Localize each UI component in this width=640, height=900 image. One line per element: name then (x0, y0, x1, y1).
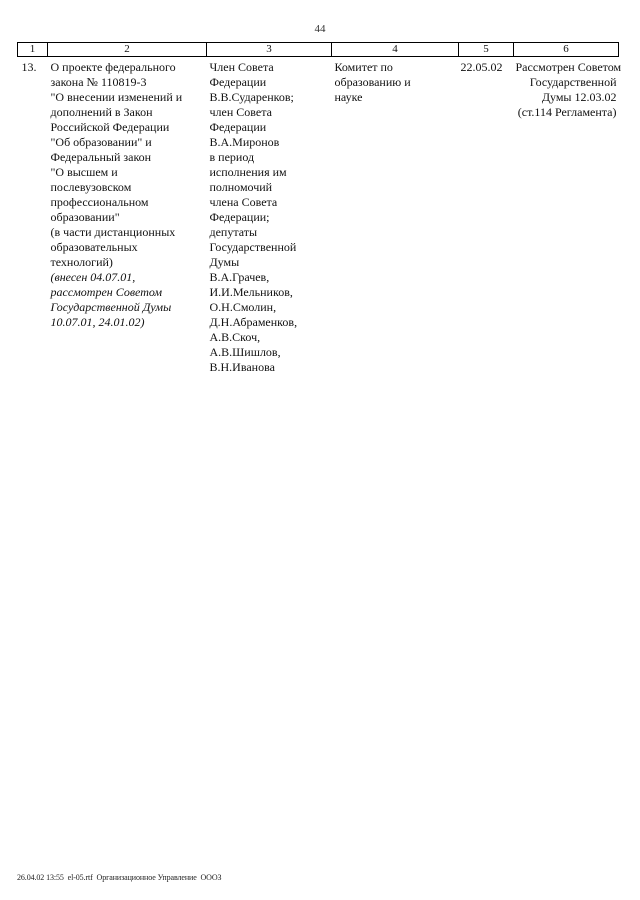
page-number: 44 (314, 23, 326, 35)
bill-title-line: (в части дистанционных (50, 225, 176, 239)
initiator-line: А.В.Шишлов, (209, 345, 281, 359)
initiator-line: депутаты (209, 225, 258, 239)
bill-title-line: "О внесении изменений и (50, 90, 183, 104)
status-line: Рассмотрен Советом (515, 60, 622, 74)
initiator-line: В.Н.Иванова (209, 360, 275, 374)
initiator-line: в период (209, 150, 255, 164)
submission-note-line: Государственной Думы (50, 300, 172, 314)
initiator-line: Федерации (209, 120, 267, 134)
initiator-line: Д.Н.Абраменков, (209, 315, 298, 329)
initiator-line: члена Совета (209, 195, 278, 209)
bill-title-line: образовании" (50, 210, 120, 224)
submission-note-line: (внесен 04.07.01, (50, 270, 136, 284)
initiator-line: В.А.Грачев, (209, 270, 270, 284)
committee-line: науке (334, 90, 363, 104)
column-header-6: 6 (514, 43, 619, 57)
date-cell: 22.05.02 (460, 60, 503, 74)
column-header-1: 1 (18, 43, 48, 57)
initiator-line: исполнения им (209, 165, 287, 179)
initiator-line: А.В.Скоч, (209, 330, 261, 344)
status-line: (ст.114 Регламента) (517, 105, 617, 119)
initiator-line: член Совета (209, 105, 272, 119)
initiator-line: О.Н.Смолин, (209, 300, 277, 314)
initiator-line: Государственной (209, 240, 297, 254)
column-header-5: 5 (459, 43, 514, 57)
column-header-4: 4 (332, 43, 459, 57)
bill-title-cell (48, 57, 207, 376)
initiator-line: Федерации; (209, 210, 270, 224)
initiator-line: Федерации (209, 75, 267, 89)
bill-title-line: послевузовском (50, 180, 132, 194)
bill-title-line: "О высшем и (50, 165, 118, 179)
initiator-line: полномочий (209, 180, 273, 194)
submission-note-line: рассмотрен Советом (50, 285, 163, 299)
bill-title-line: Российской Федерации (50, 120, 170, 134)
status-line: Государственной (529, 75, 617, 89)
initiators-cell (207, 57, 332, 376)
bill-title-line: Федеральный закон (50, 150, 152, 164)
bill-title-line: профессиональном (50, 195, 149, 209)
document-table (17, 42, 622, 375)
initiator-line: И.И.Мельников, (209, 285, 293, 299)
status-cell (514, 57, 622, 376)
table-row (18, 57, 619, 376)
table-header-row (18, 43, 619, 57)
committee-line: образованию и (334, 75, 411, 89)
initiator-line: Думы (209, 255, 240, 269)
submission-note-line: 10.07.01, 24.01.02) (50, 315, 145, 329)
bill-title-line: О проекте федерального (50, 60, 176, 74)
column-header-3: 3 (207, 43, 332, 57)
committee-cell (332, 57, 459, 376)
bill-title-line: закона № 110819-3 (50, 75, 147, 89)
status-line: Думы 12.03.02 (541, 90, 617, 104)
bill-title-line: технологий) (50, 255, 113, 269)
document-footer: 26.04.02 13:55 el-05.rtf Организационное Управление ОООЗ (17, 873, 222, 882)
initiator-line: В.А.Миронов (209, 135, 280, 149)
bill-title-line: дополнений в Закон (50, 105, 153, 119)
bill-title-line: "Об образовании" и (50, 135, 152, 149)
initiator-line: В.В.Сударенков; (209, 90, 294, 104)
column-header-2: 2 (48, 43, 207, 57)
row-number: 13. (21, 60, 37, 74)
bill-title-line: образовательных (50, 240, 138, 254)
initiator-line: Член Совета (209, 60, 274, 74)
committee-line: Комитет по (334, 60, 393, 74)
